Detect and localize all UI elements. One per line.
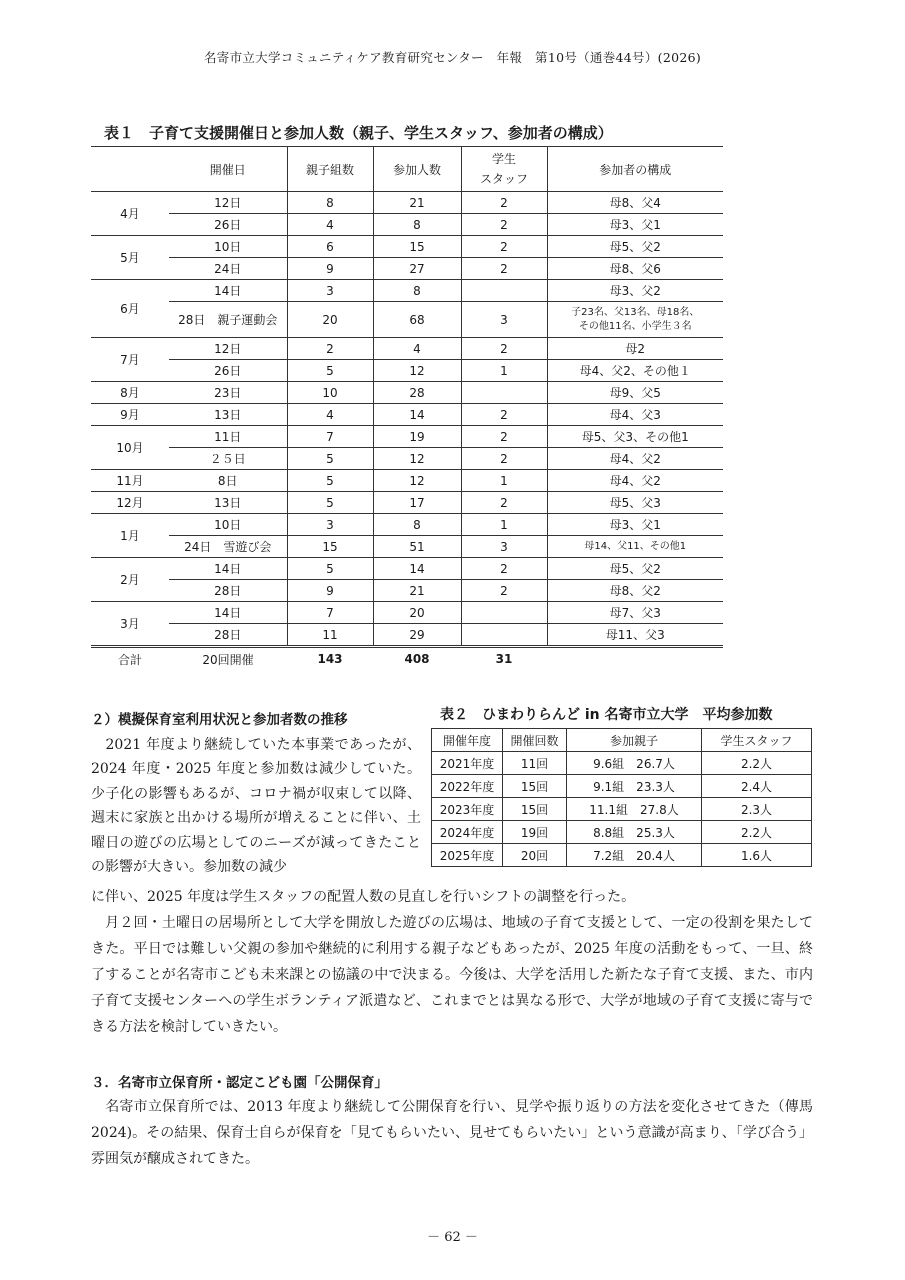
cell-participants: 17 [373, 492, 461, 514]
cell-composition: 母5、父2 [547, 236, 723, 258]
cell-composition: 母7、父3 [547, 602, 723, 624]
table-row [91, 302, 723, 338]
cell-staff: 3 [461, 302, 547, 338]
cell-month: 5月 [91, 236, 169, 280]
table-row [91, 360, 723, 382]
table-row [91, 514, 723, 536]
cell-composition: 母8、父2 [547, 580, 723, 602]
cell-composition: 母14、父11、その他1 [547, 536, 723, 558]
cell-pairs: 5 [287, 470, 373, 492]
cell-sessions: 15回 [503, 798, 567, 821]
cell-month: 9月 [91, 404, 169, 426]
cell-composition: 母3、父1 [547, 214, 723, 236]
table-row [432, 798, 812, 821]
cell-staff: 1 [461, 470, 547, 492]
cell-date: 8日 [169, 470, 287, 492]
table-row [432, 844, 812, 867]
cell-staff: 1 [461, 514, 547, 536]
header-composition: 参加者の構成 [547, 147, 723, 192]
cell-month: 1月 [91, 514, 169, 558]
cell-pairs: 4 [287, 404, 373, 426]
cell-composition: 母4、父2、その他１ [547, 360, 723, 382]
table-row [91, 558, 723, 580]
cell-participants: 68 [373, 302, 461, 338]
total-participants: 408 [373, 647, 461, 671]
cell-sessions: 15回 [503, 775, 567, 798]
cell-staff: 2 [461, 492, 547, 514]
cell-pairs: 9 [287, 580, 373, 602]
cell-composition: 母3、父2 [547, 280, 723, 302]
cell-pairs: 4 [287, 214, 373, 236]
cell-pairs: 20 [287, 302, 373, 338]
cell-staff: 2 [461, 192, 547, 214]
cell-month: 2月 [91, 558, 169, 602]
header-date: 開催日 [169, 147, 287, 192]
cell-pairs: 7 [287, 602, 373, 624]
cell-date: 13日 [169, 404, 287, 426]
cell-pairs: 3 [287, 514, 373, 536]
cell-date: 24日 雪遊び会 [169, 536, 287, 558]
total-label: 合計 [91, 647, 169, 671]
cell-participants: 8 [373, 514, 461, 536]
cell-date: 14日 [169, 558, 287, 580]
cell-staff: 2 [461, 258, 547, 280]
cell-composition: 母5、父2 [547, 558, 723, 580]
cell-date: 28日 親子運動会 [169, 302, 287, 338]
cell-pairs: 6 [287, 236, 373, 258]
cell-sessions: 11回 [503, 752, 567, 775]
cell-composition: 母11、父3 [547, 624, 723, 647]
header-sessions: 開催回数 [503, 729, 567, 752]
cell-staff: 2 [461, 404, 547, 426]
cell-participants: 4 [373, 338, 461, 360]
cell-staff: 2.3人 [702, 798, 812, 821]
cell-date: 10日 [169, 236, 287, 258]
cell-staff [461, 280, 547, 302]
cell-date: 12日 [169, 192, 287, 214]
table1-header-row [91, 147, 723, 192]
cell-participants: 27 [373, 258, 461, 280]
cell-composition: 母3、父1 [547, 514, 723, 536]
header-participants: 参加人数 [373, 147, 461, 192]
table-row [91, 602, 723, 624]
header-pairs: 親子組数 [287, 147, 373, 192]
table-row [91, 492, 723, 514]
cell-pairs: 5 [287, 360, 373, 382]
cell-staff: 2 [461, 448, 547, 470]
table-row [91, 624, 723, 647]
cell-month: 12月 [91, 492, 169, 514]
cell-month: 8月 [91, 382, 169, 404]
cell-staff: 1.6人 [702, 844, 812, 867]
cell-staff [461, 382, 547, 404]
cell-year: 2025年度 [432, 844, 503, 867]
cell-date: 23日 [169, 382, 287, 404]
paragraph-3: 名寄市立保育所では、2013 年度より継続して公開保育を行い、見学や振り返りの方法を変化させてきた（傳馬 2024)。その結果、保育士自らが保育を「見てもらいたい、見せてもらいたい」という意識が高まり、「学び合う」雰囲気が醸成されてきた。 [91, 1099, 813, 1167]
cell-composition: 母5、父3、その他1 [547, 426, 723, 448]
page-number: － 62 － [427, 1230, 478, 1245]
cell-participants: 12 [373, 448, 461, 470]
table-row [91, 236, 723, 258]
table2 [431, 728, 812, 867]
cell-staff: 3 [461, 536, 547, 558]
cell-date: 24日 [169, 258, 287, 280]
cell-year: 2022年度 [432, 775, 503, 798]
cell-pairs: 11 [287, 624, 373, 647]
cell-month: 4月 [91, 192, 169, 236]
cell-date: 11日 [169, 426, 287, 448]
cell-pairs: 5 [287, 448, 373, 470]
cell-staff: 1 [461, 360, 547, 382]
cell-staff: 2.4人 [702, 775, 812, 798]
cell-families: 9.6組 26.7人 [567, 752, 702, 775]
cell-month: 10月 [91, 426, 169, 470]
cell-pairs: 5 [287, 558, 373, 580]
cell-pairs: 10 [287, 382, 373, 404]
table1 [91, 146, 723, 670]
cell-staff [461, 624, 547, 647]
header-student-line1: 学生 [491, 152, 516, 166]
cell-composition: 母5、父3 [547, 492, 723, 514]
header-student-line2: スタッフ [479, 172, 528, 186]
cell-staff: 2 [461, 580, 547, 602]
table-row [91, 338, 723, 360]
cell-date: 10日 [169, 514, 287, 536]
table-row [91, 448, 723, 470]
cell-families: 11.1組 27.8人 [567, 798, 702, 821]
table-row [432, 821, 812, 844]
cell-date: 28日 [169, 580, 287, 602]
section2-heading: ２）模擬保育室利用状況と参加者数の推移 [91, 712, 348, 728]
cell-staff: 2 [461, 214, 547, 236]
table-row [91, 382, 723, 404]
cell-month: 6月 [91, 280, 169, 338]
cell-pairs: 7 [287, 426, 373, 448]
cell-participants: 21 [373, 580, 461, 602]
cell-date: 14日 [169, 602, 287, 624]
cell-composition: 母8、父4 [547, 192, 723, 214]
cell-month: 11月 [91, 470, 169, 492]
cell-composition: 母4、父3 [547, 404, 723, 426]
table-row [91, 404, 723, 426]
total-composition [547, 647, 723, 671]
cell-participants: 14 [373, 404, 461, 426]
cell-families: 8.8組 25.3人 [567, 821, 702, 844]
cell-month: 3月 [120, 617, 140, 631]
cell-participants: 21 [373, 192, 461, 214]
cell-participants: 20 [373, 602, 461, 624]
cell-pairs: 15 [287, 536, 373, 558]
cell-pairs: 3 [287, 280, 373, 302]
cell-families: 7.2組 20.4人 [567, 844, 702, 867]
cell-participants: 29 [373, 624, 461, 647]
header-student-staff: 学生スタッフ [702, 729, 812, 752]
cell-composition: 母2 [547, 338, 723, 360]
cell-sessions: 20回 [503, 844, 567, 867]
cell-composition: 母4、父2 [547, 470, 723, 492]
table-row [91, 536, 723, 558]
cell-date: 12日 [169, 338, 287, 360]
header-families: 参加親子 [567, 729, 702, 752]
cell-date: ２５日 [169, 448, 287, 470]
table-row [91, 280, 723, 302]
cell-staff: 2.2人 [702, 821, 812, 844]
table-row [432, 752, 812, 775]
header-student-staff [461, 147, 547, 192]
cell-participants: 12 [373, 470, 461, 492]
table-row [91, 258, 723, 280]
cell-families: 9.1組 23.3人 [567, 775, 702, 798]
running-header: 名寄市立大学コミュニティケア教育研究センター 年報 第10号（通巻44号）(2026) [203, 50, 702, 65]
cell-pairs: 8 [287, 192, 373, 214]
table-row [91, 426, 723, 448]
cell-staff: 2 [461, 338, 547, 360]
cell-pairs: 9 [287, 258, 373, 280]
cell-pairs: 5 [287, 492, 373, 514]
cell-date: 28日 [214, 628, 242, 642]
cell-participants: 12 [373, 360, 461, 382]
cell-participants: 14 [373, 558, 461, 580]
header-year: 開催年度 [432, 729, 503, 752]
paragraph-1-continued: に伴い、2025 年度は学生スタッフの配置人数の見直しを行いシフトの調整を行った。 [91, 889, 636, 905]
cell-composition: 母9、父5 [547, 382, 723, 404]
composition-line2: その他11名、小学生３名 [578, 320, 692, 332]
cell-composition: 母8、父6 [547, 258, 723, 280]
cell-participants: 51 [373, 536, 461, 558]
cell-staff: 2 [461, 236, 547, 258]
total-pairs: 143 [287, 647, 373, 671]
cell-date: 14日 [169, 280, 287, 302]
cell-participants: 15 [373, 236, 461, 258]
cell-participants: 19 [373, 426, 461, 448]
table2-header-row [432, 729, 812, 752]
table1-title: 表１ 子育て支援開催日と参加人数（親子、学生スタッフ、参加者の構成） [104, 124, 613, 142]
cell-date: 26日 [169, 214, 287, 236]
table2-title: 表２ ひまわりらんど in 名寄市立大学 平均参加数 [440, 707, 773, 723]
table-row [91, 192, 723, 214]
cell-composition [547, 302, 723, 338]
cell-date: 13日 [169, 492, 287, 514]
table1-total-row [91, 647, 723, 671]
cell-participants: 28 [373, 382, 461, 404]
cell-year: 2023年度 [432, 798, 503, 821]
cell-staff: 2 [461, 426, 547, 448]
cell-staff [461, 602, 547, 624]
total-staff: 31 [461, 647, 547, 671]
cell-sessions: 19回 [503, 821, 567, 844]
section3-heading: ３．名寄市立保育所・認定こども園「公開保育」 [91, 1075, 388, 1091]
table-row [432, 775, 812, 798]
table-row [91, 214, 723, 236]
cell-participants: 8 [373, 214, 461, 236]
cell-pairs: 2 [287, 338, 373, 360]
cell-date: 26日 [169, 360, 287, 382]
cell-month: 7月 [91, 338, 169, 382]
table-row [91, 580, 723, 602]
total-date: 20回開催 [169, 647, 287, 671]
paragraph-1-left: 2021 年度より継続していた本事業であったが、2024 年度・2025 年度と参加数は減少していた。少子化の影響もあるが、コロナ禍が収束して以降、週末に家族と出かける場所が増えることに伴い、土曜日の遊びの広場としてのニーズが減ってきたことの影響が大きい。参加数の減少 [91, 737, 421, 876]
table-row [91, 470, 723, 492]
cell-staff: 2 [461, 558, 547, 580]
cell-composition: 母4、父2 [547, 448, 723, 470]
cell-year: 2024年度 [432, 821, 503, 844]
cell-participants: 8 [373, 280, 461, 302]
cell-year: 2021年度 [432, 752, 503, 775]
composition-line1: 子23名、父13名、母18名、 [571, 306, 700, 318]
cell-staff: 2.2人 [702, 752, 812, 775]
header-month [91, 147, 169, 192]
paragraph-2: 月２回・土曜日の居場所として大学を開放した遊びの広場は、地域の子育て支援として、一定の役割を果たしてきた。平日では難しい父親の参加や継続的に利用する親子などもあったが、2025 年度の活動をもって、一旦、終了することが名寄市こども未来課との協議の中で決まる。今後は、大学を活用した新たな子育て支援、また、市内子育て支援センターへの学生ボランティア派遣など、これまでとは異なる形で、大学が地域の子育て支援に寄与できる方法を検討していきたい。 [91, 915, 813, 1035]
